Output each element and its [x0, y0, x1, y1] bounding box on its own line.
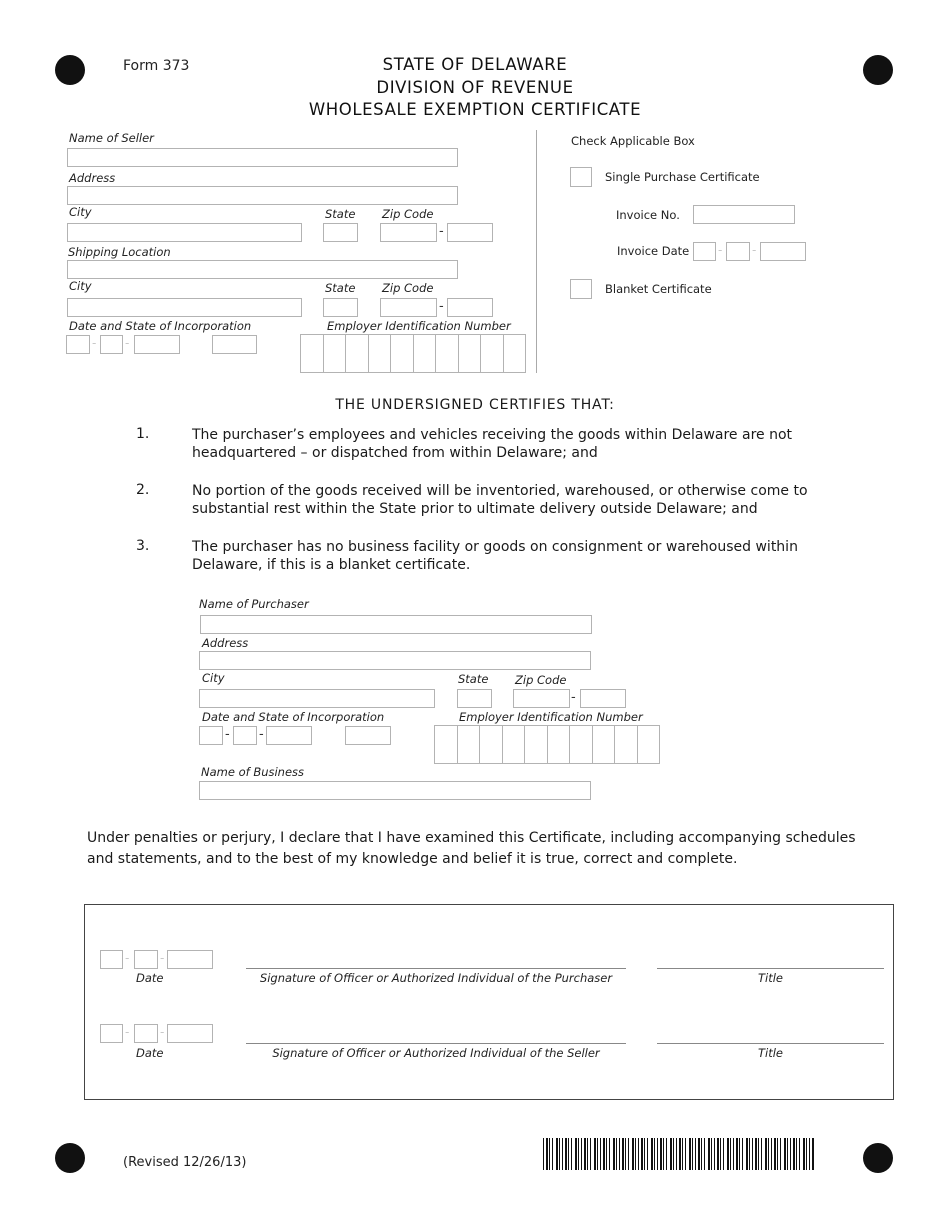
seller-date-dash-2: - [160, 1025, 165, 1039]
invoice-date-dash-1: - [718, 243, 723, 257]
seller-city-field[interactable] [67, 223, 302, 242]
shipping-zip-ext-field[interactable] [447, 298, 493, 317]
seller-signature-label: Signature of Officer or Authorized Individual of the Seller [272, 1046, 600, 1060]
ein-digit-box[interactable] [436, 335, 459, 372]
purchaser-address-field[interactable] [199, 651, 591, 670]
seller-address-field[interactable] [67, 186, 458, 205]
ein-digit-box[interactable] [615, 726, 638, 763]
blanket-certificate-label: Blanket Certificate [605, 282, 712, 296]
purchaser-date-dash-2: - [160, 951, 165, 965]
single-purchase-checkbox[interactable] [570, 167, 592, 187]
shipping-state-label: State [325, 281, 356, 295]
seller-date-year-field[interactable] [167, 1024, 213, 1043]
purchaser-zip-label: Zip Code [515, 673, 567, 687]
ein-digit-box[interactable] [414, 335, 437, 372]
shipping-city-field[interactable] [67, 298, 302, 317]
purchaser-zip-dash: - [571, 690, 576, 705]
purchaser-title-label: Title [758, 971, 783, 985]
seller-zip-ext-field[interactable] [447, 223, 493, 242]
shipping-location-label: Shipping Location [68, 245, 171, 259]
purchaser-name-field[interactable] [200, 615, 592, 634]
purchaser-ein-label: Employer Identification Number [459, 710, 643, 724]
ein-digit-box[interactable] [480, 726, 503, 763]
purchaser-date-label: Date [136, 971, 164, 985]
purchaser-inc-state-field[interactable] [345, 726, 391, 745]
seller-incorporation-label: Date and State of Incorporation [69, 319, 252, 333]
check-box-heading: Check Applicable Box [571, 134, 695, 148]
shipping-state-field[interactable] [323, 298, 358, 317]
seller-inc-dash-1: - [92, 336, 97, 350]
seller-zip-label: Zip Code [382, 207, 434, 221]
seller-date-day-field[interactable] [134, 1024, 158, 1043]
invoice-date-dash-2: - [752, 243, 757, 257]
invoice-no-label: Invoice No. [616, 208, 680, 222]
invoice-date-year-field[interactable] [760, 242, 806, 261]
seller-title-line[interactable] [657, 1043, 884, 1044]
ein-digit-box[interactable] [346, 335, 369, 372]
ein-digit-box[interactable] [458, 726, 481, 763]
item-2-text: No portion of the goods received will be inventoried, warehoused, or otherwise come to substantial rest within the State prior to ultimate delivery outside Delaware; and [192, 483, 808, 517]
seller-state-field[interactable] [323, 223, 358, 242]
purchaser-ein-field[interactable] [434, 725, 660, 764]
seller-zip-dash: - [439, 224, 444, 239]
ein-digit-box[interactable] [324, 335, 347, 372]
seller-ein-field[interactable] [300, 334, 526, 373]
seller-state-label: State [325, 207, 356, 221]
purchaser-city-label: City [202, 671, 225, 685]
seller-address-label: Address [69, 171, 116, 185]
seller-signature-line[interactable] [246, 1043, 626, 1044]
certification-heading: THE UNDERSIGNED CERTIFIES THAT: [335, 397, 615, 413]
purchaser-city-field[interactable] [199, 689, 435, 708]
purchaser-incorporation-label: Date and State of Incorporation [202, 710, 385, 724]
ein-digit-box[interactable] [369, 335, 392, 372]
seller-inc-dash-2: - [125, 336, 130, 350]
seller-date-month-field[interactable] [100, 1024, 123, 1043]
item-1-text: The purchaser’s employees and vehicles receiving the goods within Delaware are not headquartered – or dispatched from within Delaware; and [192, 427, 793, 461]
ein-digit-box[interactable] [459, 335, 482, 372]
perjury-declaration: Under penalties or perjury, I declare that I have examined this Certificate, including accompanying schedules and statements, and to the best of my knowledge and belief it is true, correct and complete. [87, 830, 856, 867]
purchaser-state-label: State [458, 672, 489, 686]
shipping-zip-label: Zip Code [382, 281, 434, 295]
seller-ein-label: Employer Identification Number [327, 319, 511, 333]
shipping-zip-field[interactable] [380, 298, 437, 317]
invoice-date-month-field[interactable] [693, 242, 716, 261]
seller-inc-day-field[interactable] [100, 335, 123, 354]
purchaser-signature-label: Signature of Officer or Authorized Individual of the Purchaser [259, 971, 613, 985]
barcode [543, 1138, 815, 1170]
seller-zip-field[interactable] [380, 223, 437, 242]
purchaser-state-field[interactable] [457, 689, 492, 708]
seller-date-dash-1: - [125, 1025, 130, 1039]
title-line-3: WHOLESALE EXEMPTION CERTIFICATE [308, 100, 642, 119]
purchaser-date-dash-1: - [125, 951, 130, 965]
invoice-date-day-field[interactable] [726, 242, 750, 261]
item-1-number: 1. [136, 426, 150, 442]
seller-name-field[interactable] [67, 148, 458, 167]
seller-city-label: City [69, 205, 92, 219]
ein-digit-box[interactable] [593, 726, 616, 763]
section-divider [536, 130, 537, 373]
purchaser-inc-dash-1: - [225, 727, 230, 742]
purchaser-inc-month-field[interactable] [199, 726, 223, 745]
seller-inc-state-field[interactable] [212, 335, 257, 354]
ein-digit-box[interactable] [504, 335, 526, 372]
ein-digit-box[interactable] [638, 726, 660, 763]
seller-date-label: Date [136, 1046, 164, 1060]
shipping-city-label: City [69, 279, 92, 293]
single-purchase-label: Single Purchase Certificate [605, 170, 760, 184]
purchaser-date-day-field[interactable] [134, 950, 158, 969]
revised-date: (Revised 12/26/13) [123, 1155, 247, 1170]
ein-digit-box[interactable] [548, 726, 571, 763]
purchaser-inc-year-field[interactable] [266, 726, 312, 745]
title-line-1: STATE OF DELAWARE [382, 55, 568, 74]
invoice-no-field[interactable] [693, 205, 795, 224]
title-line-2: DIVISION OF REVENUE [376, 78, 574, 97]
ein-digit-box[interactable] [301, 335, 324, 372]
business-name-label: Name of Business [201, 765, 305, 779]
purchaser-zip-field[interactable] [513, 689, 570, 708]
business-name-field[interactable] [199, 781, 591, 800]
purchaser-date-year-field[interactable] [167, 950, 213, 969]
ein-digit-box[interactable] [503, 726, 526, 763]
shipping-zip-dash: - [439, 299, 444, 314]
ein-digit-box[interactable] [481, 335, 504, 372]
seller-name-label: Name of Seller [69, 131, 154, 145]
purchaser-signature-line[interactable] [246, 968, 626, 969]
shipping-location-field[interactable] [67, 260, 458, 279]
seller-inc-year-field[interactable] [134, 335, 180, 354]
ein-digit-box[interactable] [525, 726, 548, 763]
purchaser-inc-day-field[interactable] [233, 726, 257, 745]
purchaser-address-label: Address [202, 636, 249, 650]
registration-mark-bottom-right [863, 1143, 893, 1173]
ein-digit-box[interactable] [570, 726, 593, 763]
item-3-number: 3. [136, 538, 150, 554]
ein-digit-box[interactable] [391, 335, 414, 372]
ein-digit-box[interactable] [435, 726, 458, 763]
form-number: Form 373 [123, 58, 190, 74]
item-3-text: The purchaser has no business facility or goods on consignment or warehoused within Delaware, if this is a blanket certificate. [192, 539, 798, 573]
signature-box [84, 904, 894, 1100]
purchaser-zip-ext-field[interactable] [580, 689, 626, 708]
item-2-number: 2. [136, 482, 150, 498]
purchaser-inc-dash-2: - [259, 727, 264, 742]
seller-title-label: Title [758, 1046, 783, 1060]
seller-inc-month-field[interactable] [66, 335, 90, 354]
purchaser-name-label: Name of Purchaser [199, 597, 309, 611]
registration-mark-bottom-left [55, 1143, 85, 1173]
purchaser-title-line[interactable] [657, 968, 884, 969]
blanket-certificate-checkbox[interactable] [570, 279, 592, 299]
purchaser-date-month-field[interactable] [100, 950, 123, 969]
invoice-date-label: Invoice Date [617, 244, 690, 258]
